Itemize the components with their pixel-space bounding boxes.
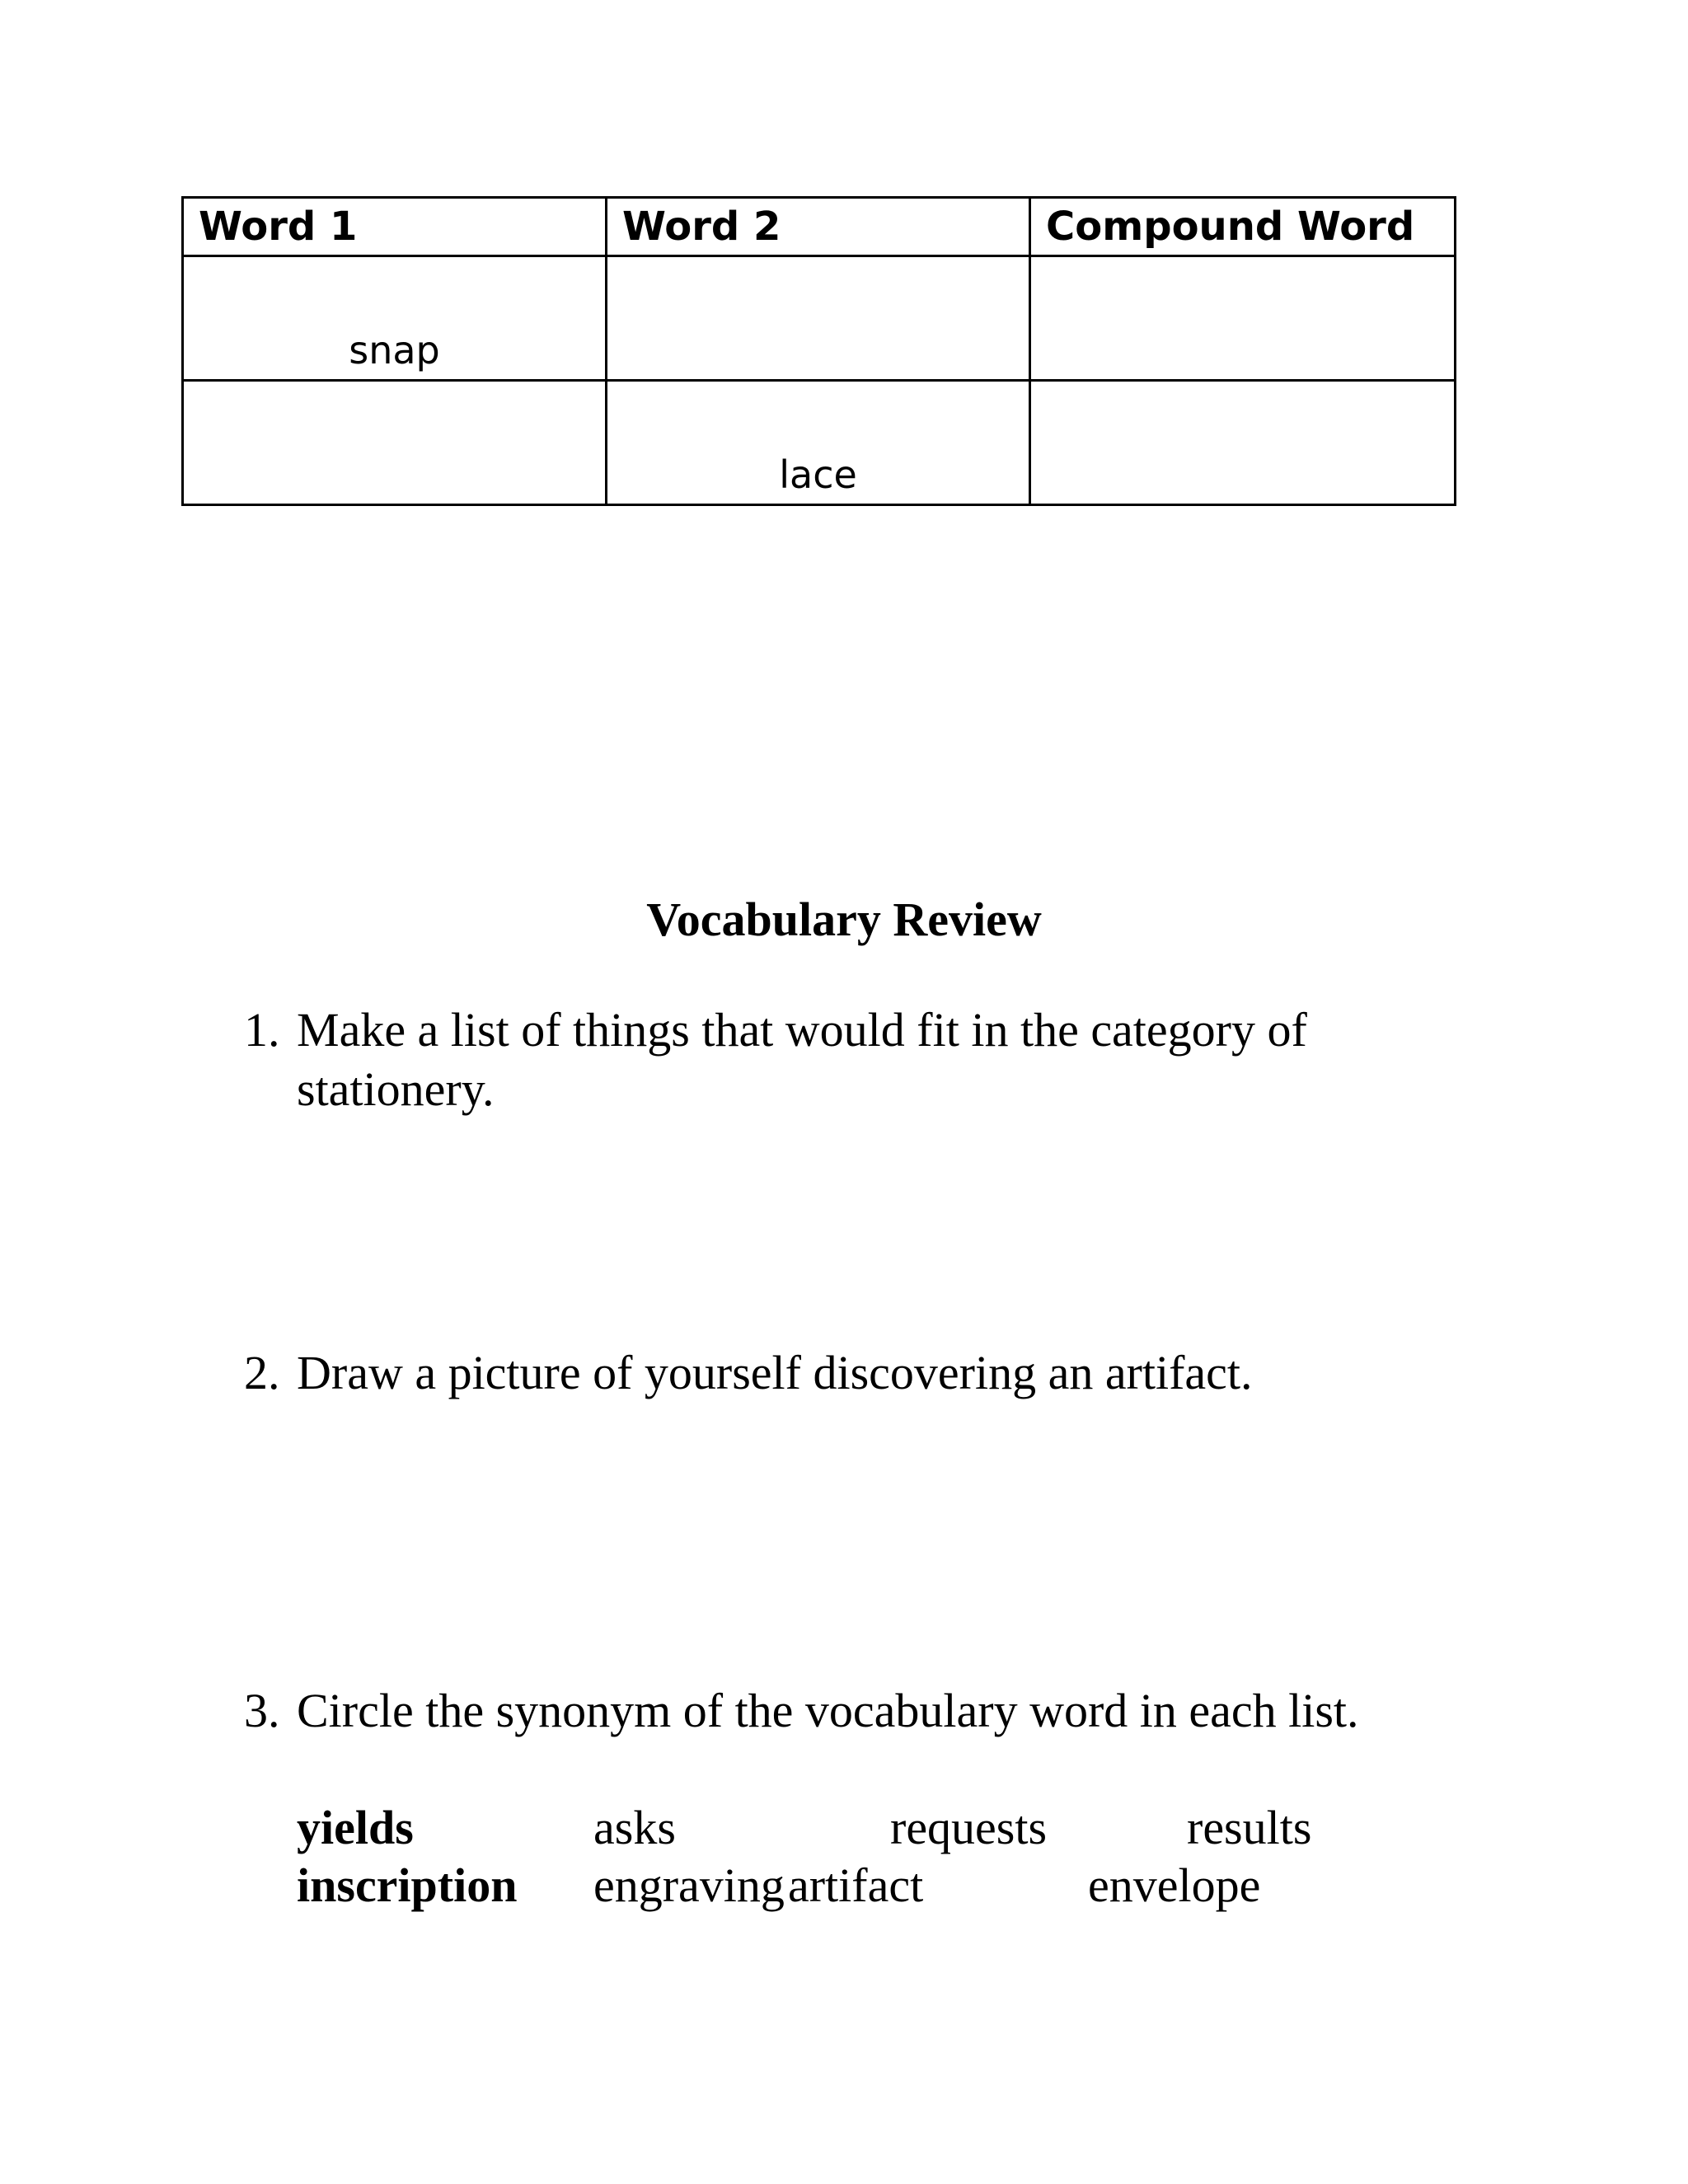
table-row [183,381,1456,505]
synonym-choice: engraving [593,1858,785,1912]
question-text: Draw a picture of yourself discovering an artifact. [297,1346,1253,1399]
compound-word-table [181,196,1456,506]
header-word-1: Word 1 [183,198,607,256]
question-number: 3. [244,1684,280,1737]
synonym-list-row [297,1800,1368,1858]
vocab-word: yields [297,1801,414,1854]
table-cell: snap [183,256,607,381]
synonym-choice: artifact [788,1858,924,1912]
table-cell [607,256,1030,381]
table-cell: lace [607,381,1030,505]
table-row [183,256,1456,381]
question-text: Make a list of things that would fit in the category of stationery. [297,1003,1307,1116]
vocab-word: inscription [297,1858,518,1912]
question-2 [244,1343,1439,1403]
synonym-choice: asks [593,1801,676,1854]
section-title: Vocabulary Review [646,893,1042,946]
synonym-choice: results [1187,1801,1312,1854]
synonym-choice: requests [890,1801,1048,1854]
synonym-list-row [297,1858,1368,1915]
synonym-choice: envelope [1088,1858,1261,1912]
table-header-row [183,198,1456,256]
question-1 [244,1001,1439,1119]
header-compound-word: Compound Word [1030,198,1456,256]
header-word-2: Word 2 [607,198,1030,256]
question-text: Circle the synonym of the vocabulary word in each list. [297,1684,1359,1737]
question-3 [244,1681,1439,1741]
question-number: 2. [244,1346,280,1399]
question-number: 1. [244,1003,280,1057]
table-cell [1030,381,1456,505]
table-cell [183,381,607,505]
table-cell [1030,256,1456,381]
